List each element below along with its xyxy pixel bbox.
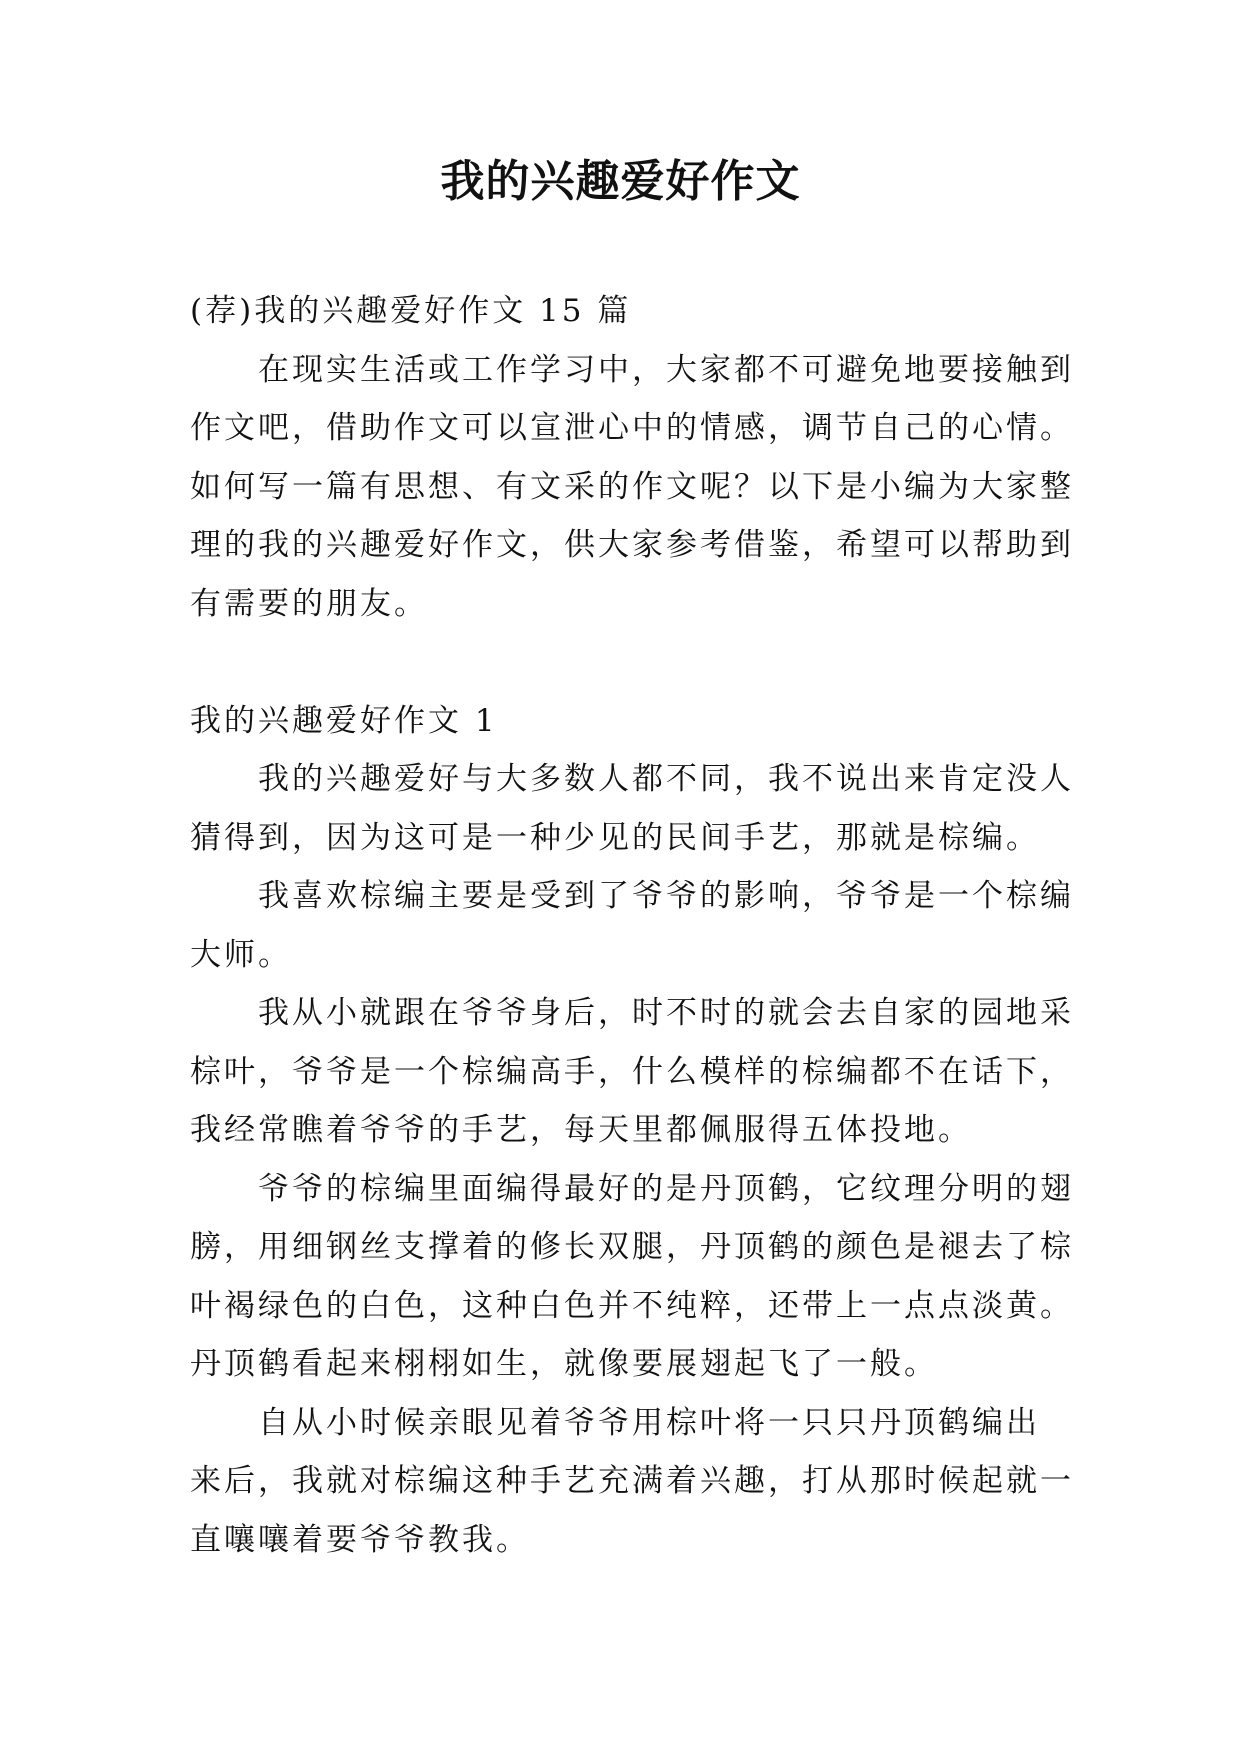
text-line: 叶褐绿色的白色，这种白色并不纯粹，还带上一点点淡黄。 bbox=[190, 1287, 1074, 1324]
text-line: 我的兴趣爱好与大多数人都不同，我不说出来肯定没人 bbox=[258, 761, 1074, 797]
paragraph bbox=[190, 867, 1074, 984]
text-line: 如何写一篇有思想、有文采的作文呢？以下是小编为大家整 bbox=[190, 468, 1074, 505]
section-heading: 我的兴趣爱好作文 1 bbox=[190, 702, 498, 739]
document-body bbox=[190, 282, 1074, 1569]
paragraph bbox=[190, 1394, 1074, 1570]
paragraph bbox=[190, 984, 1074, 1160]
text-line: 膀，用细钢丝支撑着的修长双腿，丹顶鹤的颜色是褪去了棕 bbox=[190, 1229, 1074, 1265]
text-line: 爷爷的棕编里面编得最好的是丹顶鹤，它纹理分明的翅 bbox=[258, 1170, 1074, 1207]
text-line: 来后，我就对棕编这种手艺充满着兴趣，打从那时候起就一 bbox=[190, 1463, 1074, 1499]
text-line: 我从小就跟在爷爷身后，时不时的就会去自家的园地采 bbox=[258, 995, 1074, 1031]
text-line: 作文吧，借助作文可以宣泄心中的情感，调节自己的心情。 bbox=[190, 410, 1074, 446]
text-line: 有需要的朋友。 bbox=[190, 585, 428, 622]
text-line: 丹顶鹤看起来栩栩如生，就像要展翅起飞了一般。 bbox=[190, 1346, 938, 1382]
intro-paragraph bbox=[190, 341, 1074, 634]
text-line: 大师。 bbox=[190, 936, 292, 973]
text-line: 棕叶，爷爷是一个棕编高手，什么模样的棕编都不在话下， bbox=[190, 1053, 1074, 1090]
text-line: 直嚷嚷着要爷爷教我。 bbox=[190, 1521, 530, 1558]
text-line: 在现实生活或工作学习中，大家都不可避免地要接触到 bbox=[258, 351, 1074, 388]
text-line: 我喜欢棕编主要是受到了爷爷的影响，爷爷是一个棕编 bbox=[258, 878, 1074, 914]
blank-line bbox=[190, 633, 1060, 692]
document-title: 我的兴趣爱好作文 bbox=[440, 156, 801, 207]
paragraph bbox=[190, 1160, 1074, 1394]
paragraph bbox=[190, 750, 1074, 867]
text-line: 猜得到，因为这可是一种少见的民间手艺，那就是棕编。 bbox=[190, 819, 1040, 856]
text-line: 自从小时候亲眼见着爷爷用棕叶将一只只丹顶鹤编出 bbox=[258, 1404, 1040, 1441]
text-line: 理的我的兴趣爱好作文，供大家参考借鉴，希望可以帮助到 bbox=[190, 527, 1074, 563]
subtitle: (荐)我的兴趣爱好作文 15 篇 bbox=[190, 293, 632, 329]
text-line: 我经常瞧着爷爷的手艺，每天里都佩服得五体投地。 bbox=[190, 1112, 972, 1148]
